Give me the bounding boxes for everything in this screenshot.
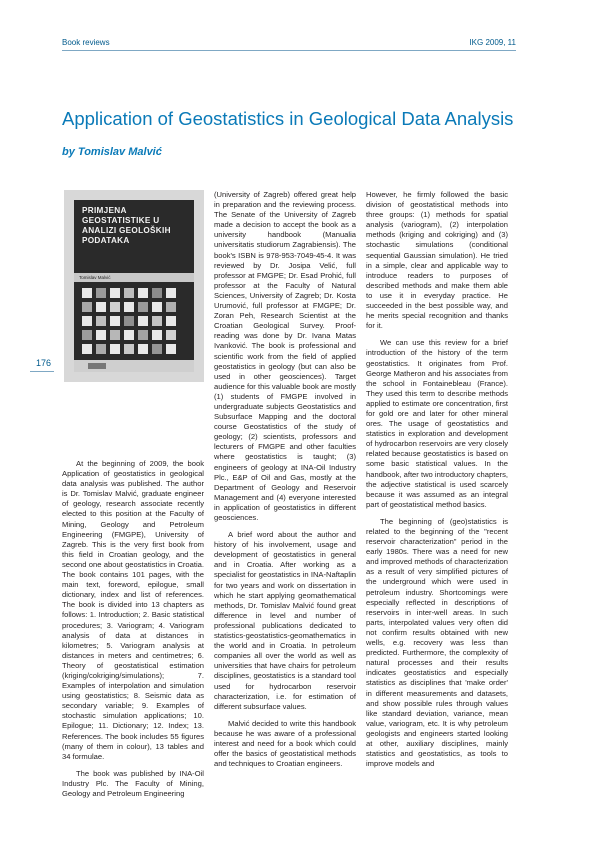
paragraph: Malvić decided to write this handbook because he was aware of a professional interest and need for a book which could offer the basics of geostatistical methods and techniques to Croatian engineers.: [214, 718, 356, 769]
book-cover-title: PRIMJENA GEOSTATISTIKE U ANALIZI GEOLOŠKIH PODATAKA: [82, 206, 171, 245]
book-cover-footer: [74, 360, 194, 372]
paragraph: We can use this review for a brief introduction of the history of the term geostatistics. It originates from Prof. George Matheron and his associates from the school in Fontainebleau (France). They used this term to describe methods applied to estimate ore concentration, first for gold ore and later for other mineral ores. The usage of geostatistics and statistics in exploration and development of hydrocarbon reservoirs are very closely related because geostatistics is based on some basic statistical values. In the handbook, after two introductory chapters, the adjective statistical is used scarcely because it was assumed as an integral part of geostatistical method basics.: [366, 338, 508, 509]
text-column-2: [214, 190, 356, 776]
running-header: [62, 28, 516, 48]
page-number: 176: [36, 358, 52, 368]
paragraph: At the beginning of 2009, the book Application of geostatistics in geological data analysis was published. The author is Dr. Tomislav Malvić, graduate engineer of geology, research associate recently elected to this position at the Faculty of Mining, Geology and Petroleum Engineering (FMGPE), University of Zagreb. This is the very first book from this field in Croatian geology, and the second one about geostatistics in Croatia. The book contains 101 pages, with the main text, foreword, epilogue, small dictionary, index and list of references. The book is divided into 13 chapters as follows: 1. Introduction; 2. Basic statistical procedures; 3. Variogram; 4. Variogram analysis of data at distances in kilometres; 5. Variogram analysis at distances in meters and centimetres; 6. Theory of geostatistical estimation (kriging/cokriging/simulations); 7. Examples of interpolation and simulation using geostatistics; 8. Seismic data as secondary variable; 9. Examples of stochastic simulation applications; 10. Epilogue; 11. Dictionary; 12. Index; 13. References. The book includes 55 figures (many of them in colour), 13 tables and 34 formulae.: [62, 459, 204, 761]
paragraph: The book was published by INA-Oil Industry Plc. The Faculty of Mining, Geology and Petroleum Engineering: [62, 768, 204, 798]
article-title: Application of Geostatistics in Geological Data Analysis: [62, 108, 514, 129]
issue-label: IKG 2009, 11: [469, 38, 516, 47]
text-column-1: [62, 459, 204, 806]
section-label: Book reviews: [62, 38, 110, 47]
paragraph: However, he firmly followed the basic division of geostatistical methods into three groups: (1) methods for spatial analysis (variogram), (2) interpolation methods (kriging and cokriging) and (3) stochastic simulations (conditional sequential Gaussian simulation). He tried in a simple, clear and applicable way to introduce readers to purposes of described methods and make them able to use it in everyday practice. He succeeded in the best possible way, and he merits special recognition and thanks for it.: [366, 190, 508, 331]
book-cover-panel: [74, 200, 194, 372]
article-byline: by Tomislav Malvić: [62, 146, 162, 158]
header-rule: [62, 50, 516, 51]
paragraph: (University of Zagreb) offered great help in preparation and the reviewing process. The Senate of the University of Zagreb made a decision to accept the book as a university handbook (Manualia universitatis studiorum Zagrabiensis). The book's ISBN is 978-953-7049-45-4. It was reviewed by Dr. Josipa Velić, full professor at FMGPE; Dr. Esad Prohić, full professor at the Faculty of Natural Sciences, University of Zagreb; Dr. Kosta Urumović, full professor at FMGPE; Dr. Zoran Peh, Research Scientist at the Croatian Geological Survey. Proof-reading was done by Dr. Ivana Matas Ivanković. The book is professional and scientific work from the field of applied geostatistics in geology (but can also be used in other geosciences). Target audience for this valuable book are mostly (1) students of FMGPE involved in undergraduate subjects Geostatistics and Subsurface Mapping and the doctoral course Geostatistics of the study of geology; (2) scientists, professors and lecturers of FMGPE and other faculties where geostatistics is taught; (3) engineers of geology at INA-Oil Industry Plc., E&P of Oil and Gas, mostly at the Department of Geology and Reservoir Management and (4) everyone interested in application of geostatistics in different geosciences.: [214, 190, 356, 522]
book-cover-image: [64, 190, 204, 382]
publisher-logo-icon: [88, 363, 106, 369]
paragraph: The beginning of (geo)statistics is related to the beginning of the "recent reservoir characterization" period in the early 1980s. There was a need for new and improved methods of characterization as a result of very simplified pictures of the underground which were used in petroleum industry. Shortcomings were especially reflected in descriptions of reservoirs in inter-well areas. In such parts, interpolated values very often did not confirm results obtained with new wells, e.g. recovery was less than predicted. Furthermore, the complexity of natural processes and their results indicates geostatistics and especially statistics as disciplines that 'make order' in different measurements and datasets, and show possible rules through values like standard deviation, variance, mean value, variogram, etc. It is why petroleum geologists and engineers started looking at other, auxiliary disciplines, mainly statistics and geostatistics, as tools to improve models and: [366, 516, 508, 769]
paragraph: A brief word about the author and history of his involvement, usage and development of geostatistics in general and in Croatia. After working as a specialist for geostatistics in INA-Naftaplin for two years and work on dissertation in which he start applying geomathematical methods, Dr. Tomislav Malvić found great difference in level and number of professional publications dedicated to statistics-geostatistics-geomathematics in the world and in Croatia. In petroleum companies all over the world as well as universities that have chairs for petroleum disciplines, geostatistics is a standard tool used for hydrocarbon reservoir characterization, i.e. for estimation of different subsurface values.: [214, 530, 356, 711]
margin-rule: [30, 371, 54, 372]
text-column-3: [366, 190, 508, 776]
book-cover-pattern: [80, 286, 188, 356]
book-cover-author: Tomislav Malvić: [74, 273, 194, 282]
